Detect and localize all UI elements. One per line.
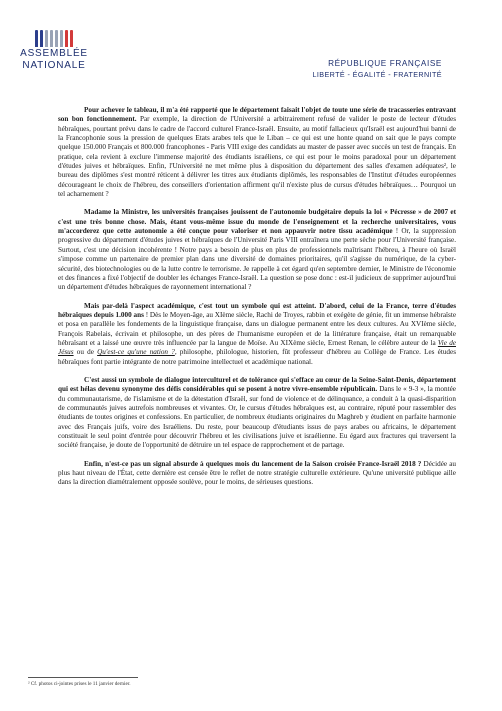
paragraph-2	[58, 208, 456, 292]
tricolor-columns-icon	[18, 30, 90, 47]
paragraph-5-body: Décidée au plus haut niveau de l'État, cette dernière est censée être le reflet de notre stratégie culturelle extérieure. Qu'une université publique aille dans la direction diamétralement opposée soulève, pour le moins, de sérieuses questions.	[58, 459, 456, 487]
paragraph-3	[58, 302, 456, 367]
republic-motto	[312, 58, 442, 80]
republic-name: RÉPUBLIQUE FRANÇAISE	[328, 59, 442, 68]
paragraph-3-lead: Mais par-delà l'aspect académique, c'est tout un symbole qui est atteint. D'abord, celui de la France, terre d'études hébraïques depuis 1.000 ans	[58, 301, 456, 319]
book-title-nation: Qu'est-ce qu'une nation ?	[97, 348, 175, 357]
paragraph-4-body: Dans le « 9-3 », la montée du communautarisme, de l'islamisme et de la détestation d'Israël, sur fond de violence et de délinquance, a conduit à la quasi-disparition de communautés juives autrefois nombreuses et vivantes. Or, le cursus d'études hébraïques est, au contraire, réputé pour rassembler des étudiants de toutes origines et confessions. En particulier, de nombreux étudiants originaires du Maghreb y étudient en parfaite harmonie avec des Français juifs, voire des Israéliens. Du reste, pour beaucoup d'étudiants issus de pays arabes ou africains, le département constituait le seul point d'entrée pour découvrir l'hébreu et les civilisations juive et israélienne. Eu égard aux fractures qui traversent la société française, je doute de l'opportunité de détruire un tel espace de rapprochement et de partage.	[58, 385, 456, 450]
paragraph-1	[58, 106, 456, 199]
paragraph-1-lead: Pour achever le tableau, il m'a été rapporté que le département faisait l'objet de toute une série de tracasseries entravant son bon fonctionnement.	[58, 106, 456, 124]
paragraph-3-body-a: ! Dès le Moyen-âge, au XIème siècle, Rachi de Troyes, rabbin et exégète de génie, fit un immense hébraïste et posa en parallèle les fondements de la linguistique française, dans un dialogue permanent entre les deux cultures. Au XVIème siècle, François Rabelais, écrivain et philosophe, un des pères de l'humanisme européen et de la littérature française, était un remarquable hébraïsant et a laissé une œuvre très influencée par la langue de Moïse. Au XIXème siècle, Ernest Renan, le célèbre auteur de la	[58, 310, 457, 347]
paragraph-5-lead: Enfin, n'est-ce pas un signal absurde à quelques mois du lancement de la Saison croisée France-Israël 2018 ?	[84, 459, 422, 468]
paragraph-5	[58, 460, 456, 488]
paragraph-2-body: ! Or, la suppression progressive du département d'études juives et hébraïques de l'Université Paris VIII entraînera une perte sèche pour l'Université française. Surtout, c'est une décision incohérente ! Notre pays a besoin de plus en plus de professionnels maîtrisant l'hébreu, à l'heure où Israël s'impose comme un partenaire de premier plan dans une diversité de domaines prioritaires, qu'il s'agisse du numérique, de la cyber-sécurité, des biotechnologies ou de la lutte contre le terrorisme. Je rappelle à cet égard qu'en septembre dernier, le Ministre de l'économie et des finances a fixé l'objectif de doubler les échanges France-Israël. La question se pose donc : est-il judicieux de supprimer aujourd'hui un département d'études hébraïques de rayonnement international ?	[58, 227, 456, 292]
assemblee-nationale-logo	[18, 30, 90, 71]
paragraph-4	[58, 376, 456, 451]
republic-motto-line: LIBERTÉ - ÉGALITÉ - FRATERNITÉ	[312, 70, 442, 79]
letterhead	[0, 0, 502, 100]
book-title-vie-de-jesus: Vie de Jésus	[58, 338, 456, 357]
letter-body	[58, 106, 456, 497]
paragraph-1-body: Par exemple, la direction de l'Université a arbitrairement refusé de valider le poste de lecteur d'études hébraïques, pourtant prévu dans le cadre de l'accord culturel France-Israël. Ensuite, au motif fallacieux qu'Israël est aujourd'hui banni de la Francophonie sous la pression de quelques Etats arabes tels que le Liban – ce qui est une honte quand on sait que le pays compte quelque 150.000 Français et 800.000 francophones - Paris VIII exige des candidats au master de passer avec succès un test de français. En pratique, cela revient à exclure l'immense majorité des étudiants israéliens, ce qui est pour le moins paradoxal pour un département d'études juives et hébraïques. Enfin, l'Université ne met même plus à disposition du département des salles d'examen adéquates², le bureau des diplômes s'est montré réticent à délivrer les titres aux étudiants diplômés, les responsables de l'Institut d'études européennes décourageant le choix de l'hébreu, des conseillers d'orientation affirment qu'il n'existe plus de cursus d'études hébraïques… Pourquoi un tel acharnement ?	[58, 115, 456, 199]
paragraph-3-body-c: , philosophe, philologue, historien, fût professeur d'hébreu au Collège de France. Les études hébraïques font partie intégrante de notre patrimoine intellectuel et académique national.	[58, 348, 456, 366]
footnote: ² Cf. photos ci-jointes prises le 11 janvier dernier.	[28, 681, 131, 687]
logo-line-2: NATIONALE	[22, 60, 86, 71]
paragraph-3-body-b: ou de	[73, 348, 98, 357]
logo-line-1: ASSEMBLÉE	[20, 48, 88, 59]
footnote-divider	[28, 677, 138, 678]
paragraph-2-lead: Madame la Ministre, les universités françaises jouissent de l'autonomie budgétaire depuis la loi « Pécresse » de 2007 et c'est une très bonne chose. Mais, étant vous-même issue du monde de l'enseignement et la recherche universitaires, vous m'accorderez que cette autonomie a été conçue pour valoriser et non appauvrir notre tissu académique	[58, 208, 456, 236]
paragraph-4-lead: C'est aussi un symbole de dialogue interculturel et de tolérance qui s'efface au cœur de la Seine-Saint-Denis, département qui est hélas devenu synonyme des défis considérables qui se posent à notre vivre-ensemble républicain.	[58, 375, 456, 394]
